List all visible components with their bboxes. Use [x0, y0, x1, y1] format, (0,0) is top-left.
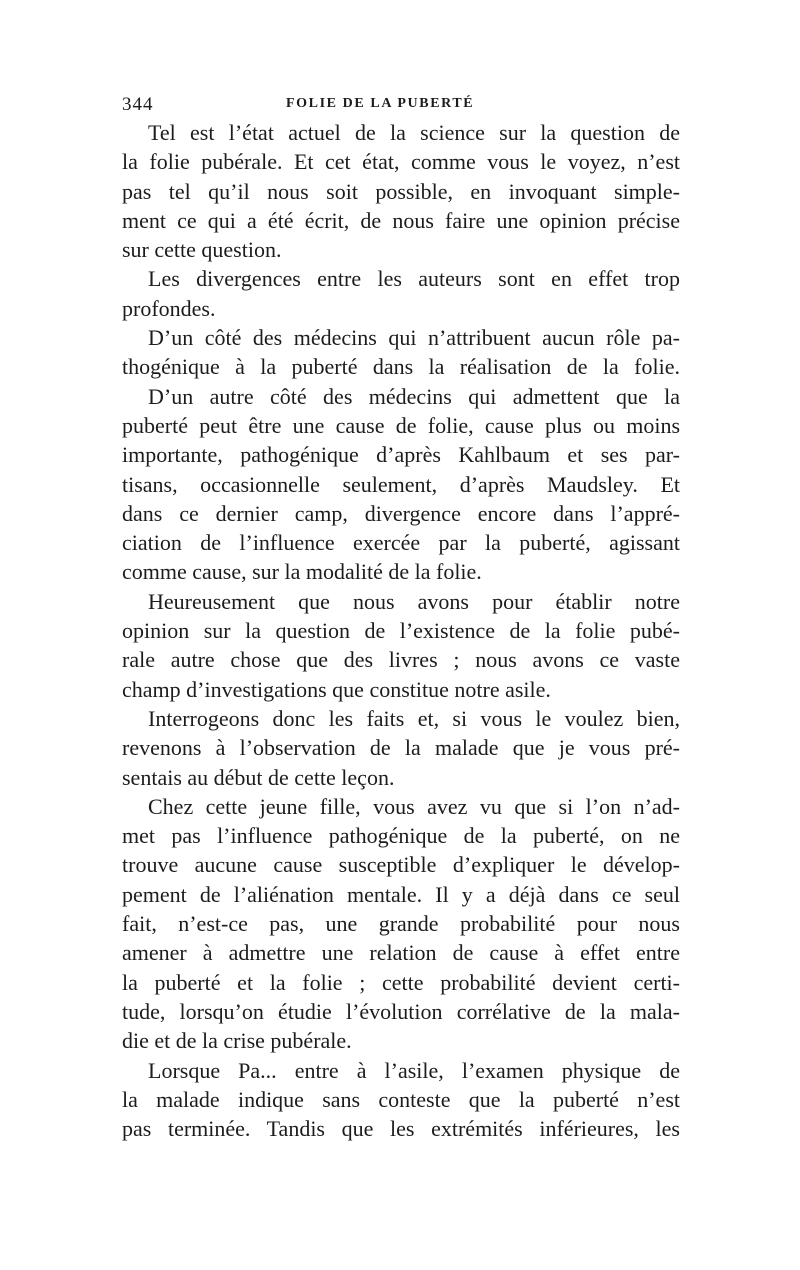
paragraph-3 [122, 323, 680, 382]
text-line: trouve aucune cause susceptible d’expliquer le dévelop- [122, 852, 680, 878]
text-line: thogénique à la puberté dans la réalisation de la folie. [122, 354, 680, 380]
text-line: ment ce qui a été écrit, de nous faire une opinion précise [122, 207, 680, 233]
text-line: Les divergences entre les auteurs sont en effet trop [148, 266, 680, 292]
text-line: la puberté et la folie ; cette probabilité devient certi- [122, 969, 680, 995]
paragraph-7 [122, 792, 680, 1056]
paragraph-1 [122, 118, 680, 264]
text-line: D’un autre côté des médecins qui admettent que la [148, 383, 680, 409]
paragraph-8 [122, 1056, 680, 1144]
paragraph-4 [122, 382, 680, 587]
text-line: tisans, occasionnelle seulement, d’après Maudsley. Et [122, 471, 680, 497]
text-line: rale autre chose que des livres ; nous avons ce vaste [122, 647, 680, 673]
text-line: puberté peut être une cause de folie, cause plus ou moins [122, 412, 680, 438]
text-line: profondes. [122, 295, 216, 321]
paragraph-6 [122, 704, 680, 792]
running-head [122, 94, 682, 118]
text-line: la folie pubérale. Et cet état, comme vous le voyez, n’est [122, 149, 680, 175]
text-line: Lorsque Pa... entre à l’asile, l’examen physique de [148, 1057, 680, 1083]
text-line: tude, lorsqu’on étudie l’évolution corrélative de la mala- [122, 998, 680, 1024]
text-line: Heureusement que nous avons pour établir notre [148, 588, 680, 614]
text-line: pas tel qu’il nous soit possible, en invoquant simple- [122, 178, 680, 204]
text-line: D’un côté des médecins qui n’attribuent aucun rôle pa- [148, 325, 680, 351]
text-line: fait, n’est-ce pas, une grande probabilité pour nous [122, 911, 680, 937]
text-line: sur cette question. [122, 237, 282, 263]
text-line: Interrogeons donc les faits et, si vous le voulez bien, [148, 705, 680, 731]
text-line: opinion sur la question de l’existence de la folie pubé- [122, 618, 680, 644]
text-line: pement de l’aliénation mentale. Il y a déjà dans ce seul [122, 881, 680, 907]
paragraph-2 [122, 264, 680, 323]
text-line: amener à admettre une relation de cause à effet entre [122, 940, 680, 966]
text-line: die et de la crise pubérale. [122, 1028, 352, 1054]
text-line: Tel est l’état actuel de la science sur la question de [148, 120, 680, 145]
text-line: la malade indique sans conteste que la puberté n’est [122, 1086, 680, 1112]
text-line: pas terminée. Tandis que les extrémités inférieures, les [122, 1116, 680, 1142]
text-line: ciation de l’influence exercée par la puberté, agissant [122, 530, 680, 556]
paragraph-5 [122, 587, 680, 704]
text-line: importante, pathogénique d’après Kahlbaum et ses par- [122, 442, 680, 468]
text-line: revenons à l’observation de la malade que je vous pré- [122, 735, 680, 761]
text-line: Chez cette jeune fille, vous avez vu que si l’on n’ad- [148, 793, 680, 819]
text-line: met pas l’influence pathogénique de la puberté, on ne [122, 823, 680, 849]
text-line: champ d’investigations que constitue notre asile. [122, 676, 551, 702]
page-number: 344 [122, 94, 154, 115]
text-line: dans ce dernier camp, divergence encore dans l’appré- [122, 500, 680, 526]
body-text [122, 118, 680, 1143]
text-line: comme cause, sur la modalité de la folie. [122, 559, 482, 585]
text-line: sentais au début de cette leçon. [122, 764, 395, 790]
running-title: FOLIE DE LA PUBERTÉ [286, 96, 475, 111]
